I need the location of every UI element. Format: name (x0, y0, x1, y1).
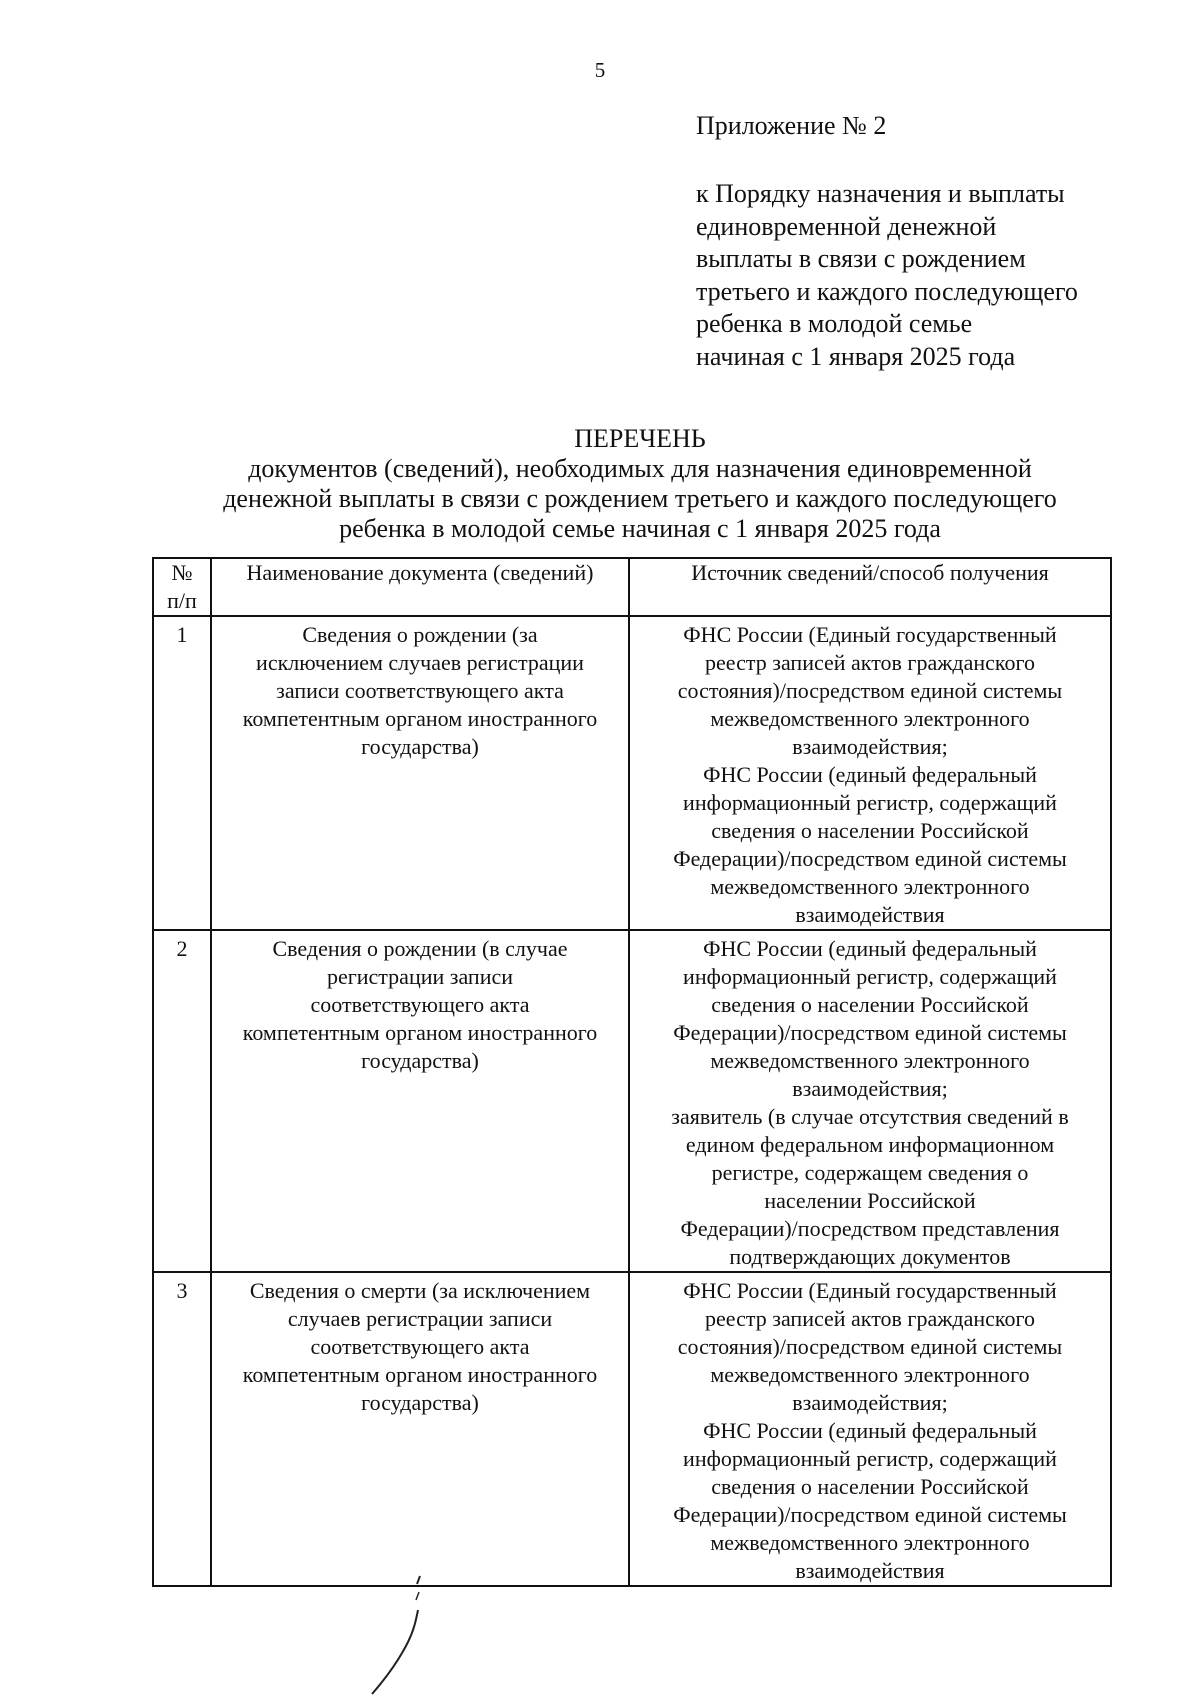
row-source-line: межведомственного электронного (710, 874, 1030, 899)
document-heading (150, 424, 1130, 544)
row-source-line: ФНС России (Единый государственный (683, 622, 1057, 647)
heading-line: денежной выплаты в связи с рождением третьего и каждого последующего (223, 484, 1057, 513)
table-row (153, 1272, 1111, 1586)
row-name-cell (211, 930, 629, 1272)
row-source-line: ФНС России (Единый государственный (683, 1278, 1057, 1303)
annex-line: к Порядку назначения и выплаты (696, 179, 1065, 208)
annex-line: начиная с 1 января 2025 года (696, 341, 1016, 371)
header-source (629, 558, 1111, 616)
row-name-line: исключением случаев регистрации (256, 650, 584, 675)
table-row (153, 616, 1111, 930)
row-source-line: ФНС России (единый федеральный (703, 936, 1037, 961)
row-name-line: компетентным органом иностранного (242, 1362, 598, 1387)
row-name-line: государства) (361, 734, 479, 759)
header-line: п/п (167, 588, 197, 613)
page-number: 5 (594, 58, 606, 82)
header-line: Источник сведений/способ получения (691, 560, 1049, 585)
row-source-line: Федерации)/посредством единой системы (673, 1020, 1067, 1045)
row-source-line: взаимодействия; (792, 1390, 948, 1415)
row-source-line: взаимодействия (795, 1558, 945, 1583)
row-source-line: подтверждающих документов (729, 1244, 1011, 1269)
row-name-line: Сведения о рождении (за (302, 622, 538, 647)
row-name-line: Сведения о рождении (в случае (272, 936, 568, 961)
row-number: 1 (176, 622, 188, 647)
header-line: Наименование документа (сведений) (246, 560, 594, 585)
row-number: 2 (176, 936, 188, 961)
row-source-line: взаимодействия; (792, 1076, 948, 1101)
signature-mark (364, 1570, 434, 1700)
row-name-line: государства) (361, 1390, 479, 1415)
row-name-cell (211, 1272, 629, 1586)
row-source-line: реестр записей актов гражданского (705, 650, 1035, 675)
row-source-cell (629, 1272, 1111, 1586)
row-name-line: соответствующего акта (310, 1334, 530, 1359)
row-source-line: информационный регистр, содержащий (683, 790, 1057, 815)
annex-line: ребенка в молодой семье (696, 309, 973, 338)
row-source-line: межведомственного электронного (710, 1530, 1030, 1555)
row-source-line: сведения о населении Российской (711, 818, 1029, 843)
row-num-cell (153, 1272, 211, 1586)
row-source-line: межведомственного электронного (710, 1048, 1030, 1073)
documents-table (152, 557, 1112, 1587)
row-num-cell (153, 616, 211, 930)
row-name-line: соответствующего акта (310, 992, 530, 1017)
table-row (153, 930, 1111, 1272)
row-source-line: регистре, содержащем сведения о (711, 1160, 1029, 1185)
row-source-line: информационный регистр, содержащий (683, 1446, 1057, 1471)
row-source-line: сведения о населении Российской (711, 1474, 1029, 1499)
annex-line: третьего и каждого последующего (696, 276, 1078, 306)
row-source-line: Федерации)/посредством единой системы (673, 846, 1067, 871)
row-source-line: Федерации)/посредством представления (680, 1216, 1060, 1241)
row-num-cell (153, 930, 211, 1272)
row-source-line: ФНС России (единый федеральный (703, 1418, 1037, 1443)
row-number: 3 (176, 1278, 188, 1303)
heading-title: ПЕРЕЧЕНЬ (574, 424, 706, 453)
row-source-line: населении Российской (764, 1188, 976, 1213)
row-source-line: межведомственного электронного (710, 706, 1030, 731)
row-name-line: компетентным органом иностранного (242, 1020, 598, 1045)
row-source-cell (629, 930, 1111, 1272)
row-name-line: компетентным органом иностранного (242, 706, 598, 731)
heading-line: ребенка в молодой семье начиная с 1 января 2025 года (339, 514, 941, 543)
row-source-line: межведомственного электронного (710, 1362, 1030, 1387)
table-header-row (153, 558, 1111, 616)
row-source-line: едином федеральном информационном (685, 1132, 1055, 1157)
annex-line: выплаты в связи с рождением (696, 244, 1026, 273)
header-num (153, 558, 211, 616)
heading-line: документов (сведений), необходимых для назначения единовременной (248, 454, 1032, 483)
row-source-line: состояния)/посредством единой системы (677, 1334, 1063, 1359)
annex-title: Приложение № 2 (696, 111, 887, 140)
row-source-line: сведения о населении Российской (711, 992, 1029, 1017)
row-source-line: взаимодействия (795, 902, 945, 927)
row-source-line: взаимодействия; (792, 734, 948, 759)
header-line: № (171, 560, 193, 585)
row-name-line: регистрации записи (326, 964, 514, 989)
row-name-line: государства) (361, 1048, 479, 1073)
row-source-line: состояния)/посредством единой системы (677, 678, 1063, 703)
row-source-cell (629, 616, 1111, 930)
row-name-line: Сведения о смерти (за исключением (249, 1278, 591, 1303)
row-name-line: записи соответствующего акта (276, 678, 564, 703)
row-name-cell (211, 616, 629, 930)
row-source-line: информационный регистр, содержащий (683, 964, 1057, 989)
annex-line: единовременной денежной (696, 211, 997, 241)
row-source-line: реестр записей актов гражданского (705, 1306, 1035, 1331)
header-name (211, 558, 629, 616)
annex-subtitle (696, 178, 1166, 373)
row-name-line: случаев регистрации записи (287, 1306, 553, 1331)
row-source-line: ФНС России (единый федеральный (703, 762, 1037, 787)
row-source-line: Федерации)/посредством единой системы (673, 1502, 1067, 1527)
row-source-line: заявитель (в случае отсутствия сведений в (671, 1104, 1069, 1129)
